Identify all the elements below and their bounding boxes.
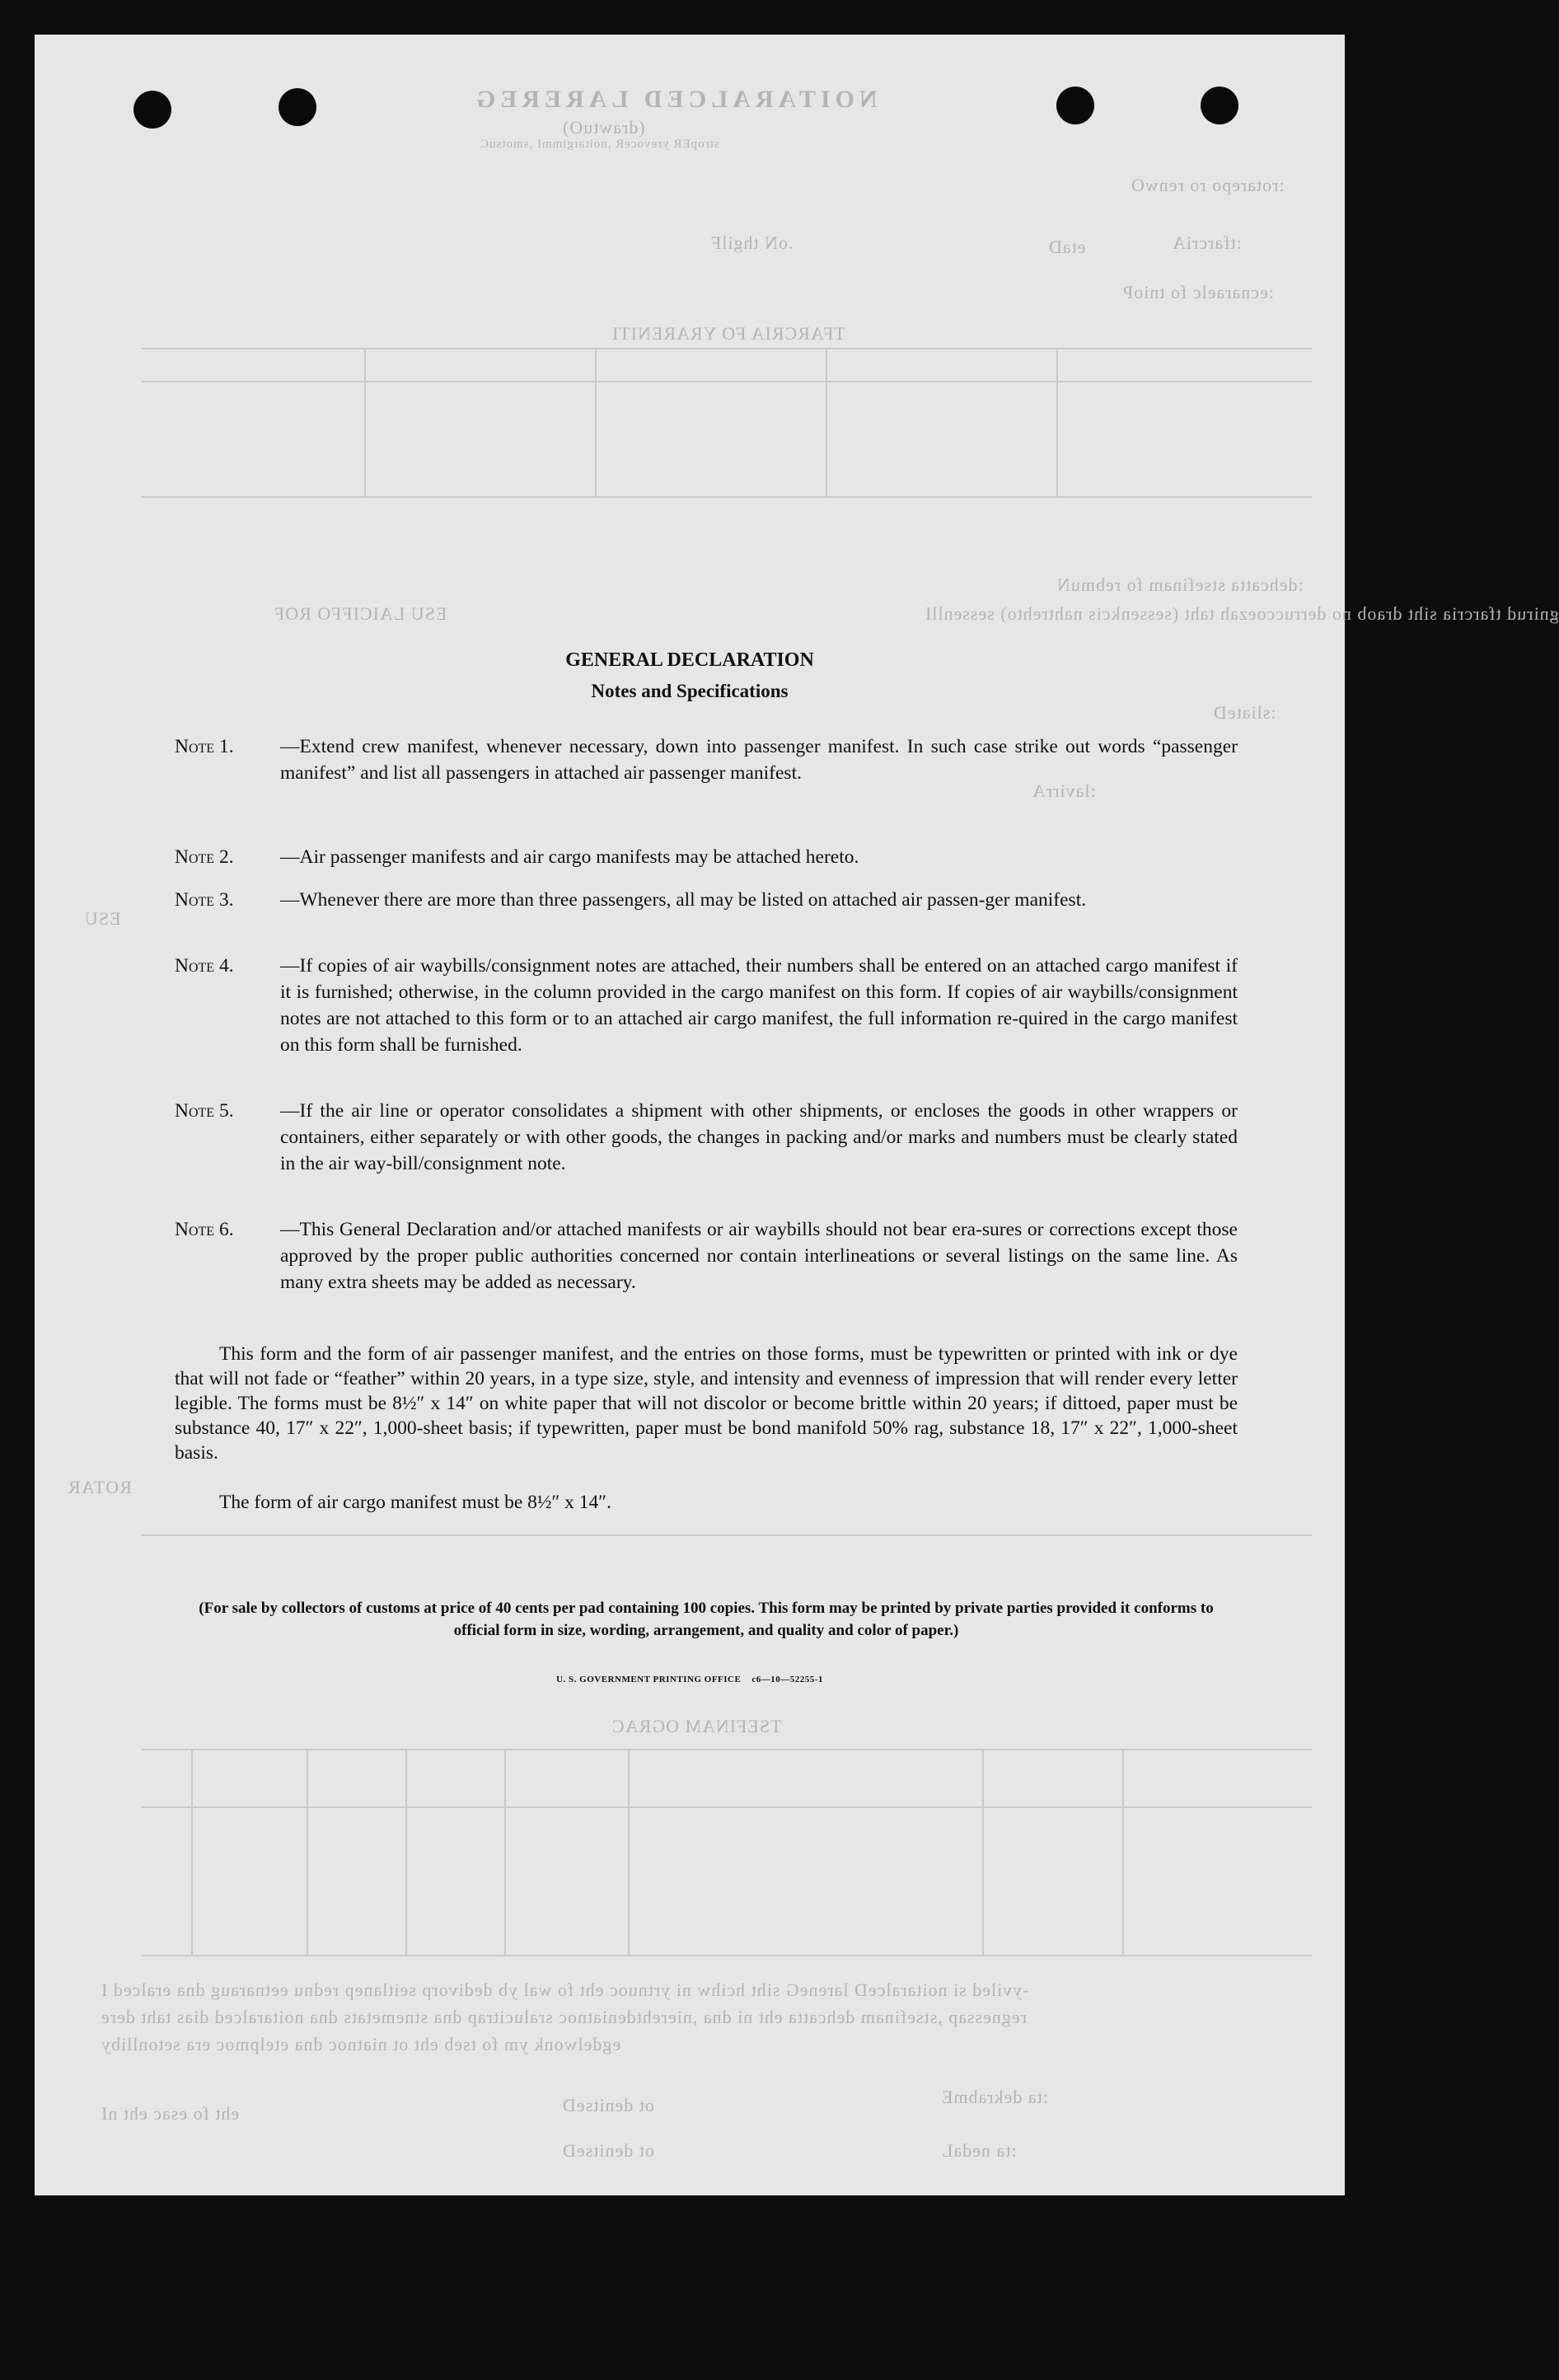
bleed-through-text: :sliateD: [1213, 702, 1276, 723]
note-text: —Extend crew manifest, whenever necessary, down into passenger manifest. In such case strike out words “passenger manifest” and list all passengers in attached air passenger manifest.: [280, 736, 1238, 784]
bleed-through-text: :ecnaraelc fo tnioP: [1122, 282, 1274, 302]
bleed-through-text: NOITARALCED LAREREG: [471, 86, 878, 113]
note-label: Note 3.: [175, 889, 234, 911]
bleed-through-text: :ta nedaL: [941, 2140, 1017, 2161]
note-label: Note 2.: [175, 846, 234, 868]
bleed-through-text: :dehcatta stsefinam fo rebmuN: [1056, 574, 1304, 595]
bleed-through-text: regnessap ,stsefinam dehcatta eht ni dna ,nierehtdeniatnoc sralucitrap dna stnemetats dna noitaralced dias taht dere: [101, 2007, 1027, 2027]
bleed-through-text: :rotarepo ro renwO: [1131, 175, 1285, 195]
note-label: Note 5.: [175, 1100, 234, 1122]
bleed-through-text: etaD: [1048, 237, 1086, 257]
bleed-through-text: TSEFINAM OGRAC: [611, 1716, 782, 1736]
note-4: [175, 953, 1238, 1058]
printing-office-imprint: U. S. GOVERNMENT PRINTING OFFICE c6—10—52255-1: [556, 1675, 823, 1684]
bleed-through-text: ot denitseD: [562, 2095, 654, 2115]
note-2: [175, 844, 1238, 870]
bleed-through-text: -yviled si noitaralceD lareneG siht hcihw ni yrtnuoc eht fo wal yb dedivorp seitlanep rednu eetnaraug dna eralced I: [101, 1979, 1029, 2000]
note-3: [175, 887, 1238, 913]
bleed-through-text: ESU LAICIFFO ROF: [274, 603, 447, 624]
bleed-through-text: ROTAR: [68, 1477, 132, 1497]
bleed-through-text: ESU: [84, 908, 121, 929]
bleed-through-text: gnirud tfarcria siht draob no derruccoezah taht (sessenkcis nahtrehto) sessenllI: [925, 603, 1559, 624]
note-text: —This General Declaration and/or attached manifests or air waybills should not bear era-sures or corrections except those approved by the proper public authorities concerned nor contain interlineations or several listings on the same line. As many extra sheets may be added as necessary.: [280, 1219, 1238, 1293]
bleed-through-text: ot denitseD: [562, 2140, 654, 2161]
note-label: Note 6.: [175, 1219, 234, 1240]
bleed-through-text: (drawtuO): [562, 117, 645, 138]
note-text: —Air passenger manifests and air cargo manifests may be attached hereto.: [280, 846, 859, 868]
note-label: Note 1.: [175, 736, 234, 757]
page-title: GENERAL DECLARATION: [565, 649, 814, 671]
bleed-through-text: stropER yrevoceR ,noitargimmI ,smotsuC: [480, 138, 719, 151]
bleed-through-text: TFARCRIA FO YRARENITI: [611, 323, 845, 344]
sale-footnote: (For sale by collectors of customs at price of 40 cents per pad containing 100 copies. This form may be printed by private parties provided it conforms to official form in size, wording, arrangement, and quality and color of paper.): [199, 1600, 1214, 1639]
bleed-through-text: :lavirrA: [1032, 780, 1096, 801]
specification-paragraph: This form and the form of air passenger manifest, and the entries on those forms, must be typewritten or printed with ink or dye that will not fade or “feather” within 20 years, in a type size, style, and intensity and evenness of impression that will render every letter legible. The forms must be 8½″ x 14″ on white paper that will not discolor or become brittle within 20 years; if dittoed, paper must be substance 40, 17″ x 22″, 1,000-sheet basis; if typewritten, paper must be bond manifold 50% rag, substance 18, 17″ x 22″, 1,000-sheet basis.: [175, 1343, 1238, 1464]
note-text: —If the air line or operator consolidates a shipment with other shipments, or encloses the goods in other wrappers or containers, either separately or with other goods, the changes in packing and/or marks and numbers must be clearly stated in the air way-bill/consignment note.: [280, 1100, 1238, 1174]
bleed-through-text: .oN thgilF: [710, 232, 794, 253]
note-text: —Whenever there are more than three passengers, all may be listed on attached air passen-ger manifest.: [280, 889, 1087, 911]
bleed-through-text: :ta dekrabmE: [941, 2087, 1048, 2107]
bleed-through-text: egdelwonk ym fo tseb eht ot niatnoc dna etelpmoc era setonlliby: [101, 2034, 621, 2054]
note-6: [175, 1216, 1238, 1295]
note-5: [175, 1098, 1238, 1177]
note-label: Note 4.: [175, 955, 234, 977]
bleed-through-text: :tfarcriA: [1172, 232, 1242, 253]
cargo-manifest-size-note: The form of air cargo manifest must be 8½″ x 14″.: [219, 1492, 611, 1513]
notes-content: [35, 35, 1345, 2195]
page-subtitle: Notes and Specifications: [591, 681, 789, 701]
document-page: [35, 35, 1559, 2195]
bleed-through-text: eht fo esac eht nI: [101, 2103, 240, 2124]
note-text: —If copies of air waybills/consignment notes are attached, their numbers shall be entered on an attached cargo manifest if it is furnished; otherwise, in the column provided in the cargo manifest on this form. If copies of air waybills/consignment notes are not attached to this form or to an attached air cargo manifest, the full information re-quired in the cargo manifest on this form shall be furnished.: [280, 955, 1238, 1056]
note-1: [175, 733, 1238, 786]
